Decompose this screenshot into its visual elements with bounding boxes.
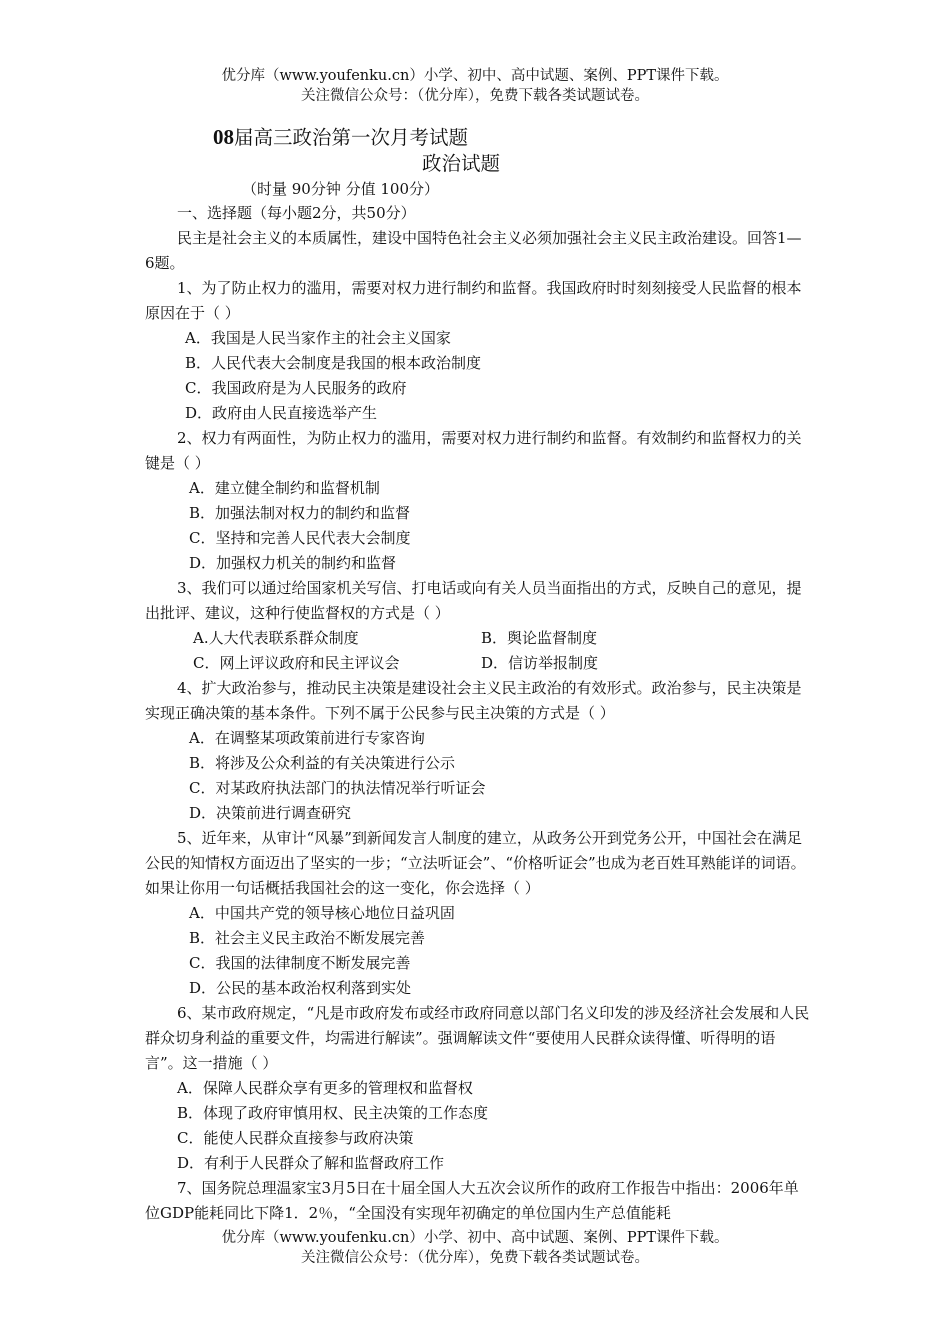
header-line-2: 关注微信公众号：（优分库），免费下载各类试题试卷。: [301, 88, 649, 104]
answer-option: D．政府由人民直接选举产生: [185, 404, 378, 422]
answer-option: D．加强权力机关的制约和监督: [189, 554, 397, 572]
exam-meta: （时量 90分钟 分值 100分）: [242, 180, 440, 198]
question-stem: 6、某市政府规定，“凡是市政府发布或经市政府同意以部门名义印发的涉及经济社会发展和人民群众切身利益的重要文件，均需进行解读”。强调解读文件“要使用人民群众读得懂、听得明的语言”。这一措施（ ）: [145, 1004, 810, 1072]
answer-option-row: [145, 626, 810, 651]
answer-option: D．有利于人民群众了解和监督政府工作: [177, 1154, 445, 1172]
answer-option: B．将涉及公众利益的有关决策进行公示: [189, 754, 456, 772]
question-stem: 7、国务院总理温家宝3月5日在十届全国人大五次会议所作的政府工作报告中指出：2006年单位GDP能耗同比下降1．2％，“全国没有实现年初确定的单位国内生产总值能耗: [145, 1179, 799, 1222]
answer-option: B．人民代表大会制度是我国的根本政治制度: [185, 354, 482, 372]
question-stem: 1、为了防止权力的滥用，需要对权力进行制约和监督。我国政府时时刻刻接受人民监督的根本原因在于（ ）: [145, 279, 802, 322]
answer-option: C．我国的法律制度不断发展完善: [189, 954, 411, 972]
answer-option: C．坚持和完善人民代表大会制度: [189, 529, 411, 547]
answer-option: C．对某政府执法部门的执法情况举行听证会: [189, 779, 486, 797]
exam-subtitle: 政治试题: [422, 152, 501, 175]
footer-line-2: 关注微信公众号：（优分库），免费下载各类试题试卷。: [301, 1250, 649, 1266]
answer-option-row: [145, 651, 810, 676]
answer-option: A．建立健全制约和监督机制: [189, 479, 380, 497]
section-heading: 一、选择题（每小题2分，共50分）: [177, 204, 416, 222]
exam-title-grade: 08: [213, 125, 234, 149]
answer-option: C．我国政府是为人民服务的政府: [185, 379, 407, 397]
exam-body: [145, 124, 810, 1226]
answer-option: A．我国是人民当家作主的社会主义国家: [185, 329, 451, 347]
answer-option: A．在调整某项政策前进行专家咨询: [189, 729, 425, 747]
header-line-1: 优分库（www.youfenku.cn）小学、初中、高中试题、案例、PPT课件下载。: [221, 68, 729, 84]
question-stem: 4、扩大政治参与，推动民主决策是建设社会主义民主政治的有效形式。政治参与，民主决策是实现正确决策的基本条件。下列不属于公民参与民主决策的方式是（ ）: [145, 679, 802, 722]
section-intro: 民主是社会主义的本质属性，建设中国特色社会主义必须加强社会主义民主政治建设。回答1—6题。: [145, 229, 802, 272]
answer-option: B．舆论监督制度: [481, 629, 598, 647]
answer-option: A.人大代表联系群众制度: [193, 629, 359, 647]
answer-option: A．中国共产党的领导核心地位日益巩固: [189, 904, 455, 922]
answer-option: B．加强法制对权力的制约和监督: [189, 504, 411, 522]
answer-option: C．能使人民群众直接参与政府决策: [177, 1129, 414, 1147]
answer-option: D．决策前进行调查研究: [189, 804, 352, 822]
question-stem: 3、我们可以通过给国家机关写信、打电话或向有关人员当面指出的方式，反映自己的意见，提出批评、建议，这种行使监督权的方式是（ ）: [145, 579, 802, 622]
footer-line-1: 优分库（www.youfenku.cn）小学、初中、高中试题、案例、PPT课件下载。: [221, 1230, 729, 1246]
answer-option: D．信访举报制度: [481, 654, 599, 672]
answer-option: A．保障人民群众享有更多的管理权和监督权: [177, 1079, 473, 1097]
answer-option: C．网上评议政府和民主评议会: [193, 654, 400, 672]
exam-title: [145, 124, 810, 151]
answer-option: B．社会主义民主政治不断发展完善: [189, 929, 426, 947]
question-stem: 2、权力有两面性，为防止权力的滥用，需要对权力进行制约和监督。有效制约和监督权力的关键是（ ）: [145, 429, 802, 472]
answer-option: B．体现了政府审慎用权、民主决策的工作态度: [177, 1104, 489, 1122]
page-footer: [0, 1228, 950, 1268]
page-header: [0, 66, 950, 106]
question-stem: 5、近年来，从审计“风暴”到新闻发言人制度的建立，从政务公开到党务公开，中国社会在满足公民的知情权方面迈出了坚实的一步；“立法听证会”、“价格听证会”也成为老百姓耳熟能详的词语。如果让你用一句话概括我国社会的这一变化，你会选择（ ）: [145, 829, 806, 897]
exam-title-text: 届高三政治第一次月考试题: [234, 126, 469, 149]
answer-option: D．公民的基本政治权利落到实处: [189, 979, 412, 997]
